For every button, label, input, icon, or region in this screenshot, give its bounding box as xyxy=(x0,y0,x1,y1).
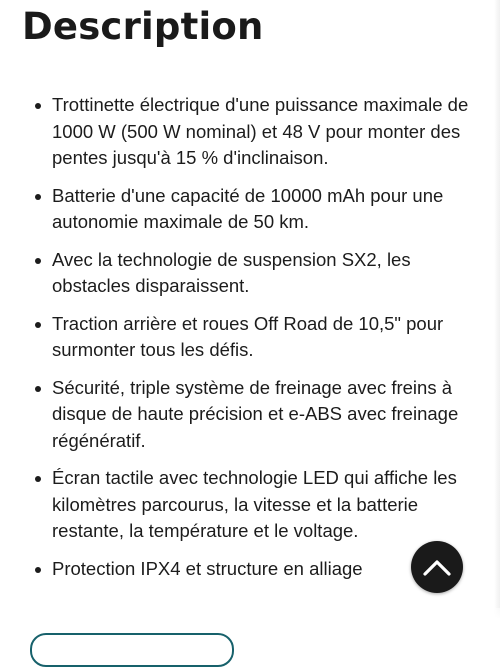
list-item xyxy=(0,375,500,455)
bullet-dot-icon xyxy=(35,258,41,264)
list-item-text: Trottinette électrique d'une puissance maximale de 1000 W (500 W nominal) et 48 V pour monter des pentes jusqu'à 15 % d'inclinaison. xyxy=(52,94,469,168)
list-item-text: Sécurité, triple système de freinage avec freins à disque de haute précision et e-ABS avec freinage régénératif. xyxy=(52,376,459,451)
list-item xyxy=(0,247,500,300)
list-item-text: Batterie d'une capacité de 10000 mAh pour une autonomie maximale de 50 km. xyxy=(52,184,444,232)
description-list xyxy=(0,92,500,593)
chevron-up-icon xyxy=(422,557,452,577)
list-item xyxy=(0,183,500,236)
list-item xyxy=(0,465,500,545)
list-item-text: Protection IPX4 et structure en alliage xyxy=(52,557,363,579)
list-item-text: Avec la technologie de suspension SX2, les obstacles disparaissent. xyxy=(52,248,411,296)
bullet-dot-icon xyxy=(35,567,41,573)
bullet-dot-icon xyxy=(35,194,41,200)
bullet-dot-icon xyxy=(35,103,41,109)
list-item-text: Écran tactile avec technologie LED qui affiche les kilomètres parcourus, la vitesse et la batterie restante, la température et le voltage. xyxy=(52,467,457,541)
bullet-dot-icon xyxy=(35,386,41,392)
read-more-button[interactable] xyxy=(30,633,234,667)
list-item-text: Traction arrière et roues Off Road de 10,5" pour surmonter tous les défis. xyxy=(52,312,444,360)
bullet-dot-icon xyxy=(35,322,41,328)
bullet-dot-icon xyxy=(35,476,41,482)
list-item xyxy=(0,92,500,172)
list-item xyxy=(0,311,500,364)
scroll-to-top-button[interactable] xyxy=(411,541,463,593)
page-title: Description xyxy=(22,5,264,48)
